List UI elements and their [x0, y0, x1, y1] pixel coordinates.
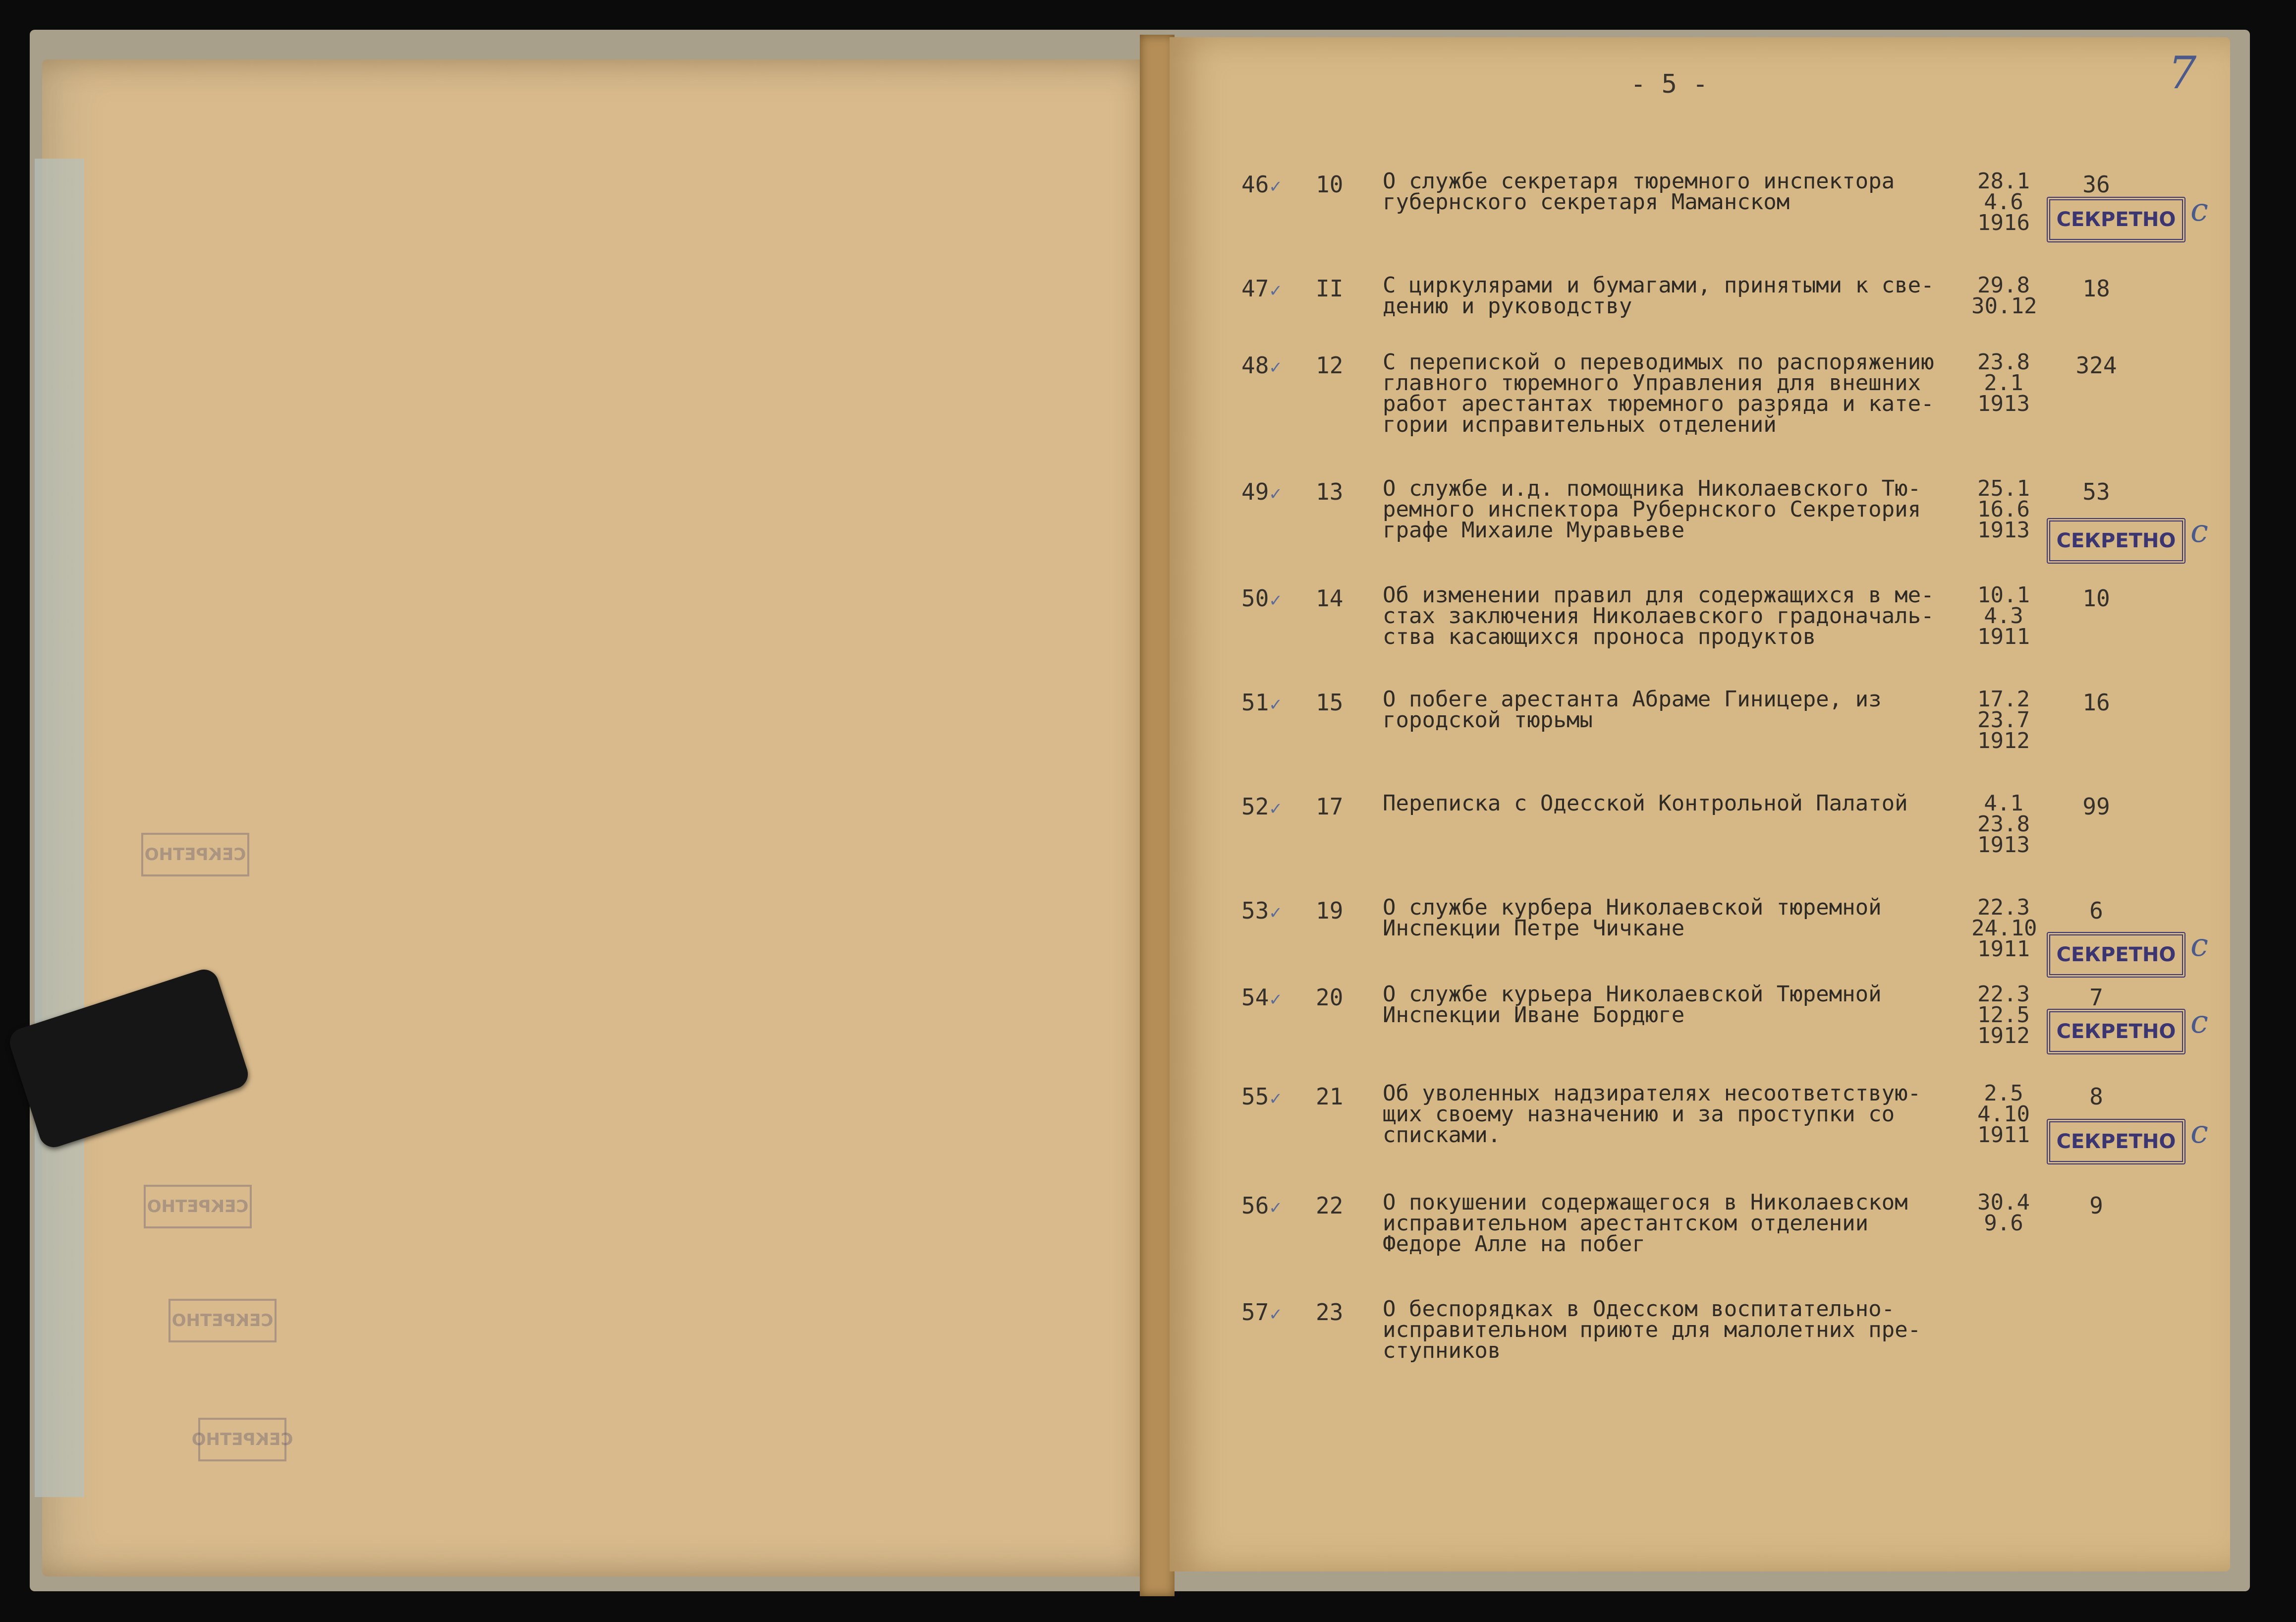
entry-number: 51✓ [1241, 689, 1282, 716]
handwritten-mark: с [2190, 1114, 2208, 1151]
secret-stamp: СЕКРЕТНО [2047, 1009, 2185, 1054]
handwritten-mark: с [2190, 927, 2208, 964]
entry-dates: 22.3 12.5 1912 [1977, 982, 2030, 1048]
entry-sheet-count: 36 [2082, 171, 2110, 198]
checkmark-icon: ✓ [1270, 901, 1282, 923]
entry-file-number: 23 [1316, 1299, 1344, 1326]
entry-file-number: 17 [1316, 793, 1344, 820]
inventory-entry [0, 349, 2296, 451]
entry-sheet-count: 99 [2082, 793, 2110, 820]
handwritten-mark: с [2190, 1004, 2208, 1041]
entry-title: О побеге арестанта Абраме Гиницере, из городской тюрьмы [1383, 687, 1882, 733]
entry-title: О службе секретаря тюремного инспектора губернского секретаря Маманском [1383, 169, 1895, 215]
entry-dates: 29.8 30.12 [1971, 273, 2037, 319]
entry-dates: 17.2 23.7 1912 [1977, 687, 2030, 753]
entry-number: 46✓ [1241, 171, 1282, 198]
entry-title: С перепиской о переводимых по распоряжению главного тюремного Управления для внешних работ арестантах тюремного разряда и кате- гории исправительных отделений [1383, 349, 1934, 437]
secret-stamp: СЕКРЕТНО [2047, 518, 2185, 564]
entry-number: 53✓ [1241, 897, 1282, 924]
checkmark-icon: ✓ [1270, 175, 1282, 197]
handwritten-mark: с [2190, 192, 2208, 229]
entry-file-number: 20 [1316, 984, 1344, 1011]
inventory-entry [0, 1296, 2296, 1398]
entry-number: 57✓ [1241, 1299, 1282, 1326]
entry-file-number: 19 [1316, 897, 1344, 924]
entry-number: 55✓ [1241, 1083, 1282, 1110]
secret-stamp: СЕКРЕТНО [2047, 932, 2185, 978]
inventory-entry [0, 689, 2296, 788]
bleed-through-stamp: СЕКРЕТНО [198, 1418, 286, 1461]
folio-number: 7 [2168, 47, 2197, 99]
entry-dates: 25.1 16.6 1913 [1977, 476, 2030, 543]
entry-number: 54✓ [1241, 984, 1282, 1011]
entry-file-number: 15 [1316, 689, 1344, 716]
page-number: - 5 - [1630, 69, 1708, 99]
entry-sheet-count: 8 [2089, 1083, 2103, 1110]
entry-title: О службе курбера Николаевской тюремной Инспекции Петре Чичкане [1383, 895, 1882, 941]
entry-title: О беспорядках в Одесском воспитательно- исправительном приюте для малолетних пре- ступников [1383, 1296, 1921, 1363]
checkmark-icon: ✓ [1270, 279, 1282, 301]
checkmark-icon: ✓ [1270, 988, 1282, 1010]
bleed-through-stamp: СЕКРЕТНО [141, 833, 249, 876]
checkmark-icon: ✓ [1270, 797, 1282, 819]
entry-number: 48✓ [1241, 352, 1282, 379]
entry-dates: 4.1 23.8 1913 [1977, 791, 2030, 858]
entry-file-number: 21 [1316, 1083, 1344, 1110]
inventory-entry [0, 1083, 2296, 1182]
inventory-entry [0, 793, 2296, 892]
bleed-through-stamp: СЕКРЕТНО [144, 1185, 252, 1228]
entry-file-number: 10 [1316, 171, 1344, 198]
entry-sheet-count: 6 [2089, 897, 2103, 924]
inventory-entry [0, 897, 2296, 996]
entry-dates: 28.1 4.6 1916 [1977, 169, 2030, 235]
entry-file-number: 22 [1316, 1192, 1344, 1219]
entry-sheet-count: 324 [2075, 352, 2117, 379]
entry-dates: 30.4 9.6 [1977, 1190, 2030, 1236]
entry-title: Переписка с Одесской Контрольной Палатой [1383, 791, 1908, 816]
entry-dates: 22.3 24.10 1911 [1971, 895, 2037, 962]
entry-dates: 2.5 4.10 1911 [1977, 1081, 2030, 1148]
entry-sheet-count: 9 [2089, 1192, 2103, 1219]
entry-file-number: 14 [1316, 585, 1344, 612]
entry-file-number: II [1316, 275, 1344, 302]
entry-dates: 10.1 4.3 1911 [1977, 582, 2030, 649]
inventory-entry [0, 984, 2296, 1083]
inventory-entry [0, 1192, 2296, 1291]
entry-number: 52✓ [1241, 793, 1282, 820]
entry-number: 56✓ [1241, 1192, 1282, 1219]
secret-stamp: СЕКРЕТНО [2047, 1119, 2185, 1164]
checkmark-icon: ✓ [1270, 482, 1282, 504]
entry-number: 50✓ [1241, 585, 1282, 612]
entry-title: О службе и.д. помощника Николаевского Тю- ремного инспектора Рубернского Секретория графе Михаиле Муравьеве [1383, 476, 1921, 543]
checkmark-icon: ✓ [1270, 1196, 1282, 1218]
entry-number: 47✓ [1241, 275, 1282, 302]
entry-title: О службе курьера Николаевской Тюремной Инспекции Иване Бордюге [1383, 982, 1882, 1028]
checkmark-icon: ✓ [1270, 1087, 1282, 1109]
inventory-entry [0, 171, 2296, 270]
handwritten-mark: с [2190, 513, 2208, 550]
checkmark-icon: ✓ [1270, 589, 1282, 611]
entry-sheet-count: 10 [2082, 585, 2110, 612]
checkmark-icon: ✓ [1270, 693, 1282, 715]
entry-dates: 23.8 2.1 1913 [1977, 349, 2030, 416]
entry-file-number: 12 [1316, 352, 1344, 379]
entry-title: С циркулярами и бумагами, принятыми к све- дению и руководству [1383, 273, 1934, 319]
entry-sheet-count: 16 [2082, 689, 2110, 716]
inventory-entry [0, 478, 2296, 578]
entry-sheet-count: 18 [2082, 275, 2110, 302]
entry-title: Об уволенных надзирателях несоответствую- щих своему назначению и за проступки со списками. [1383, 1081, 1921, 1148]
secret-stamp: СЕКРЕТНО [2047, 197, 2185, 242]
entry-file-number: 13 [1316, 478, 1344, 505]
checkmark-icon: ✓ [1270, 356, 1282, 378]
entry-sheet-count: 53 [2082, 478, 2110, 505]
entry-sheet-count: 7 [2089, 984, 2103, 1011]
entry-title: Об изменении правил для содержащихся в ме- стах заключения Николаевского градоначаль- ства касающихся проноса продуктов [1383, 582, 1934, 649]
entry-number: 49✓ [1241, 478, 1282, 505]
checkmark-icon: ✓ [1270, 1303, 1282, 1325]
bleed-through-stamp: СЕКРЕТНО [168, 1299, 277, 1342]
inventory-entry [0, 582, 2296, 684]
entry-title: О покушении содержащегося в Николаевском исправительном арестантском отделении Федоре Алле на побег [1383, 1190, 1908, 1257]
